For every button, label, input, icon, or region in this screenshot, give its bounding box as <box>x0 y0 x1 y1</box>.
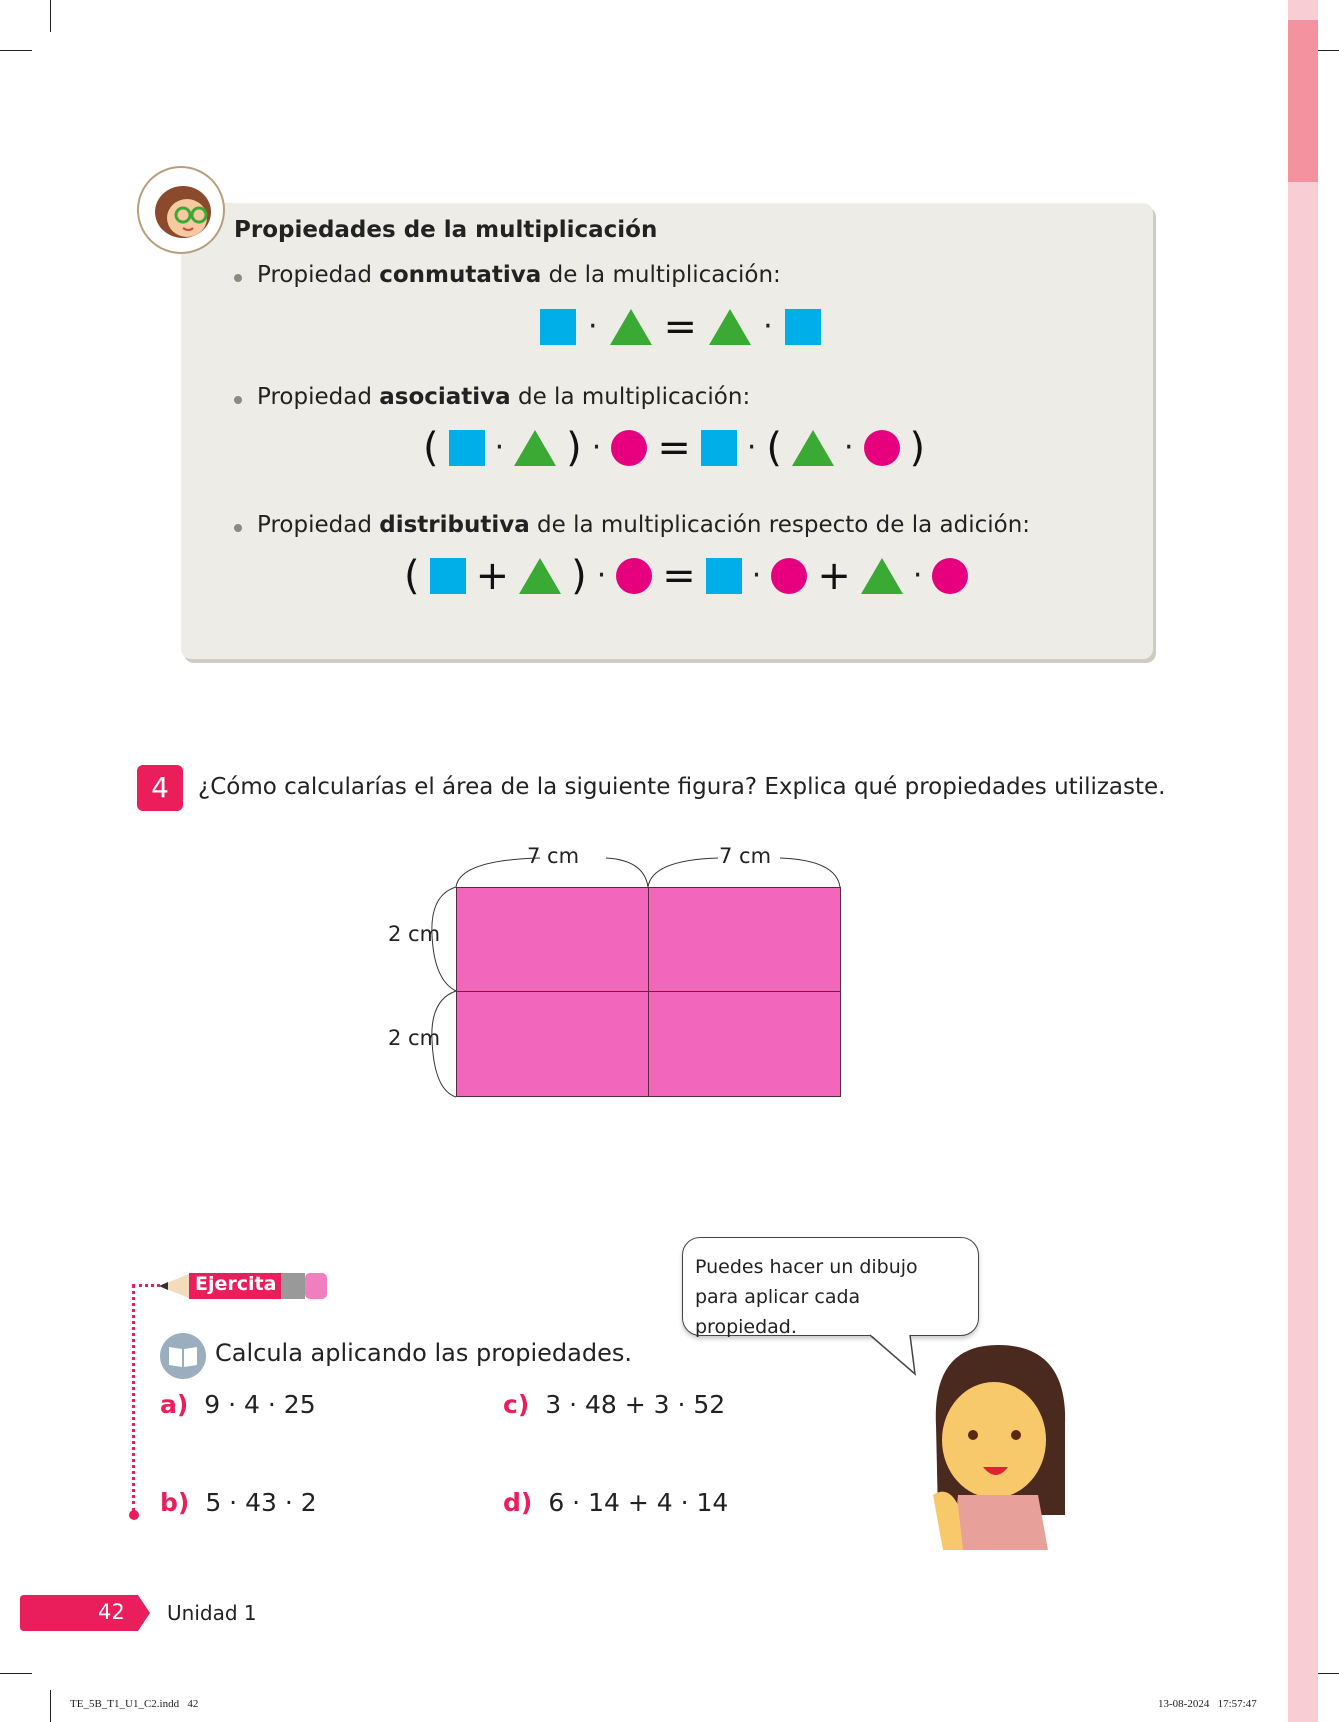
teacher-avatar-icon <box>137 166 225 254</box>
circle-icon <box>611 430 647 466</box>
crop-mark <box>50 1690 51 1722</box>
print-timestamp: 13-08-2024 17:57:47 <box>1158 1698 1257 1710</box>
box-title: Propiedades de la multiplicación <box>234 217 658 243</box>
triangle-icon <box>792 430 834 466</box>
dimension-braces <box>420 840 850 1105</box>
square-icon <box>430 558 466 594</box>
triangle-icon <box>861 558 903 594</box>
triangle-icon <box>709 309 751 345</box>
file-name: TE_5B_T1_U1_C2.indd 42 <box>70 1698 199 1710</box>
distributive-formula: ( + ) · = · + · <box>404 556 968 596</box>
page-edge-strip <box>1288 0 1318 1722</box>
dimension-label: 7 cm <box>719 844 772 868</box>
circle-icon <box>616 558 652 594</box>
ejercita-instruction: Calcula aplicando las propiedades. <box>215 1339 632 1367</box>
exercise-a: a) 9 · 4 · 25 <box>160 1390 316 1419</box>
square-icon <box>540 309 576 345</box>
property-distributive: Propiedad distributiva de la multiplicación respecto de la adición: <box>234 512 1030 538</box>
crop-mark <box>50 0 51 32</box>
dotted-guide <box>132 1284 135 1512</box>
circle-icon <box>771 558 807 594</box>
guide-dot <box>129 1510 139 1520</box>
book-icon <box>160 1333 206 1379</box>
dotted-guide <box>132 1284 160 1287</box>
bubble-tail <box>860 1334 930 1379</box>
exercise-d: d) 6 · 14 + 4 · 14 <box>503 1488 729 1517</box>
speech-bubble: Puedes hacer un dibujo para aplicar cada propiedad. <box>682 1237 979 1336</box>
property-associative: Propiedad asociativa de la multiplicación: <box>234 384 750 410</box>
circle-icon <box>932 558 968 594</box>
exercise-b: b) 5 · 43 · 2 <box>160 1488 317 1517</box>
associative-formula: ( · ) · = · ( · ) <box>423 425 926 471</box>
crop-mark <box>0 50 32 51</box>
exercise-c: c) 3 · 48 + 3 · 52 <box>503 1390 726 1419</box>
dimension-label: 2 cm <box>388 922 441 946</box>
page-number-tab <box>20 1595 150 1631</box>
triangle-icon <box>519 558 561 594</box>
activity-question: ¿Cómo calcularías el área de la siguiente figura? Explica qué propiedades utilizaste. <box>198 774 1166 800</box>
circle-icon <box>864 430 900 466</box>
triangle-icon <box>610 309 652 345</box>
page-edge-tab <box>1288 20 1318 182</box>
triangle-icon <box>514 430 556 466</box>
crop-mark <box>0 1673 32 1674</box>
square-icon <box>449 430 485 466</box>
girl-illustration <box>928 1345 1068 1550</box>
property-commutative: Propiedad conmutativa de la multiplicación: <box>234 262 781 288</box>
dimension-label: 7 cm <box>527 844 580 868</box>
commutative-formula: · = · <box>540 307 821 347</box>
square-icon <box>785 309 821 345</box>
square-icon <box>701 430 737 466</box>
page-number: 42 <box>98 1600 125 1624</box>
dimension-label: 2 cm <box>388 1026 441 1050</box>
square-icon <box>706 558 742 594</box>
unit-label: Unidad 1 <box>167 1601 257 1625</box>
activity-number-badge: 4 <box>137 765 183 811</box>
